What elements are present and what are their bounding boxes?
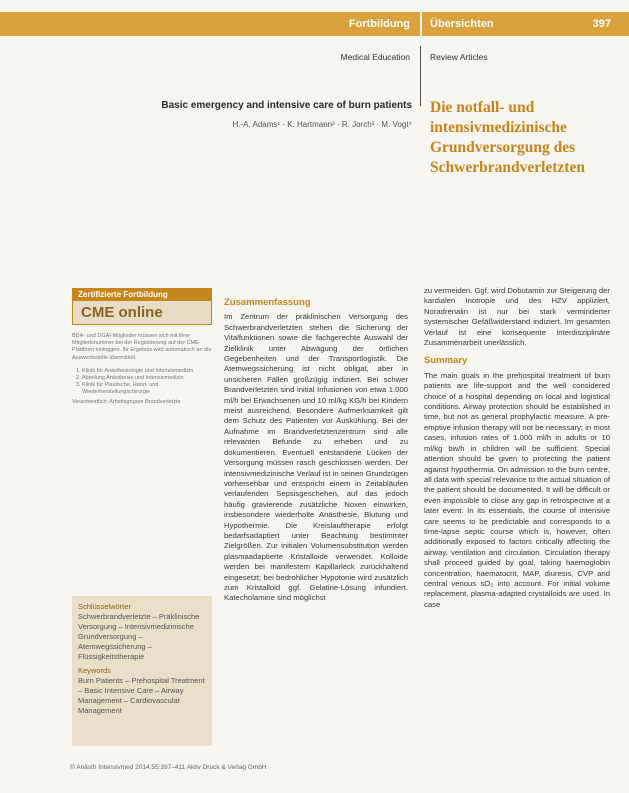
subheader-right: Review Articles (430, 52, 488, 62)
cme-text: BDA- und DGAI-Mitglieder müssen sich mit ihrer Mitgliedsnummer bei der Registrierung auf der CME-Plattform einloggen. Ihr Ergebnis wird automatisch an die Auswertestelle übermittelt. (72, 333, 212, 361)
section-heading-summary: Summary (424, 355, 468, 367)
column-divider (420, 46, 421, 106)
affiliation-list (72, 368, 212, 397)
affiliation-item: 2. Abteilung Anästhesie und Intensivmedizin (82, 375, 212, 382)
abstract-english: The main goals in the prehospital treatment of burn patients are life-support and the well considered choice of a hospital depending on local and logistical conditions. Airway protection should be established in time, but not as general prophylactic measure. A pre-emptive infusion therapy will not be necessary; in most cases, infusion rates of 1.000 ml/h in adults or 10 ml/kg bw/h in children will be sufficient. Special attention should be given to protecting the patient against hypothermia. On admission to the burn centre, all data with special relevance to the actual situation of the patient should be documented. It will be difficult or even impossible to close any gap in retrospective at a later event. In its essentials, the course of intensive care seems to be predictable and corresponds to a time-lapse septic course which is, however, often additionally exposed to factors critically affecting the airway, ventilation and circulation. Circulation therapy shall proceed guided by goal, taking haemoglobin concentration, haematocrit, MAP, diuresis, CVP and central venous sO₂ into account. For initial volume replacement, plasma-adapted crystalloids are used. In case (424, 370, 610, 609)
footer-citation: © Anästh Intensivmed 2014;55:397–411 Aktiv Druck & Verlag GmbH (70, 764, 267, 771)
authors: H.-A. Adams¹ · K. Hartmann² · R. Jorch³ · M. Vogt⁴ (232, 120, 412, 129)
keywords-en-heading: Keywords (78, 666, 111, 675)
keywords-de-heading: Schlüsselwörter (78, 602, 131, 611)
column-right (424, 286, 610, 610)
affiliation-item: 3. Klinik für Plastische, Hand- und Wiederherstellungschirurgie (82, 382, 212, 396)
header-section-right-label: Übersichten (430, 18, 494, 30)
column-middle (224, 298, 408, 604)
keywords-box (72, 596, 212, 746)
cme-head: Zertifizierte Fortbildung (72, 288, 212, 301)
page-number: 397 (592, 18, 611, 30)
section-heading-zusammenfassung: Zusammenfassung (224, 297, 311, 308)
title-german: Die notfall- und intensivmedizinische Grundversorgung des Schwerbrandverletzten (430, 99, 585, 176)
header-section-right (422, 12, 629, 36)
affiliation-item: 1. Klinik für Anästhesiologie und Intensivmedizin (82, 368, 212, 375)
cme-box (72, 288, 212, 405)
abstract-german: Im Zentrum der präklinischen Versorgung des Schwerbrandverletzten stehen die Sicherung der Vitalfunktionen sowie die fachgerechte Auswahl der Zielklinik unter Abwägung der örtlichen Gegebenheiten und der Transportlogistik. Die Atemwegssicherung ist nicht obligat, aber in unsicheren Fällen großzügig indiziert. Bei schwer Brandverletzten sind initial Infusionen von etwa 1.000 ml/h bei Erwachsenen und 10 ml/kg KG/h bei Kindern meist ausreichend. Besondere Aufmerksamkeit gilt dem Schutz des Patienten vor Auskühlung. Bei der Aufnahme im Brandverletztenzentrum sind alle relevanten Befunde zu erheben und zu dokumentieren. Eventuell entstandene Lücken der Versorgung müssen rasch geschlossen werden. Der intensivmedizinische Verlauf ist in seinen Grundzügen vorhersehbar und entspricht einem in Zeitabläufen verlaufenden Sepsisgeschehen, auf das jedoch häufig gravierende zusätzliche Noxen einwirken, insbesondere wiederholte Anästhesie, Blutung und Hypothermie. Die Kreislauftherapie erfolgt bedarfsadaptiert unter Beachtung bestimmter Zielgrößen. Zur initialen Volumensubstitution werden plasmaadaptierte Kristalloide verwendet. Kolloide werden bei manifestem Kapillarleck zurückhaltend eingesetzt; bei bedrohlicher Hypotonie wird zusätzlich zum Kristalloid ggf. Gelatine-Lösung infundiert. Katecholamine sind möglichst (224, 312, 408, 603)
keywords-en: Burn Patients – Prehospital Treatment – Basic Intensive Care – Airway Management – Cardiovascular Management (78, 676, 205, 715)
subheader-left: Medical Education (340, 52, 410, 62)
cme-title: CME online (72, 301, 212, 325)
header-section-left: Fortbildung (0, 12, 420, 36)
title-english: Basic emergency and intensive care of burn patients (161, 100, 412, 111)
cme-responsible: Verantwortlich: Arbeitsgruppe Brandverletzte (72, 398, 181, 405)
abstract-german-cont: zu vermeiden. Ggf. wird Dobutamin zur Steigerung der kardialen Inotropie und des HZV appliziert, Noradrenalin ist nur bei stark verminderter systemischer Gefäßwiderstand indiziert. Im gesamten Verlauf ist eine konsequente interdisziplinäre Zusammenarbeit unerlässlich. (424, 286, 610, 348)
keywords-de: Schwerbrandverletzte – Präklinische Versorgung – Intensivmedizinische Grundversorgung – Atemwegssicherung – Flüssigkeitstherapie (78, 612, 200, 661)
